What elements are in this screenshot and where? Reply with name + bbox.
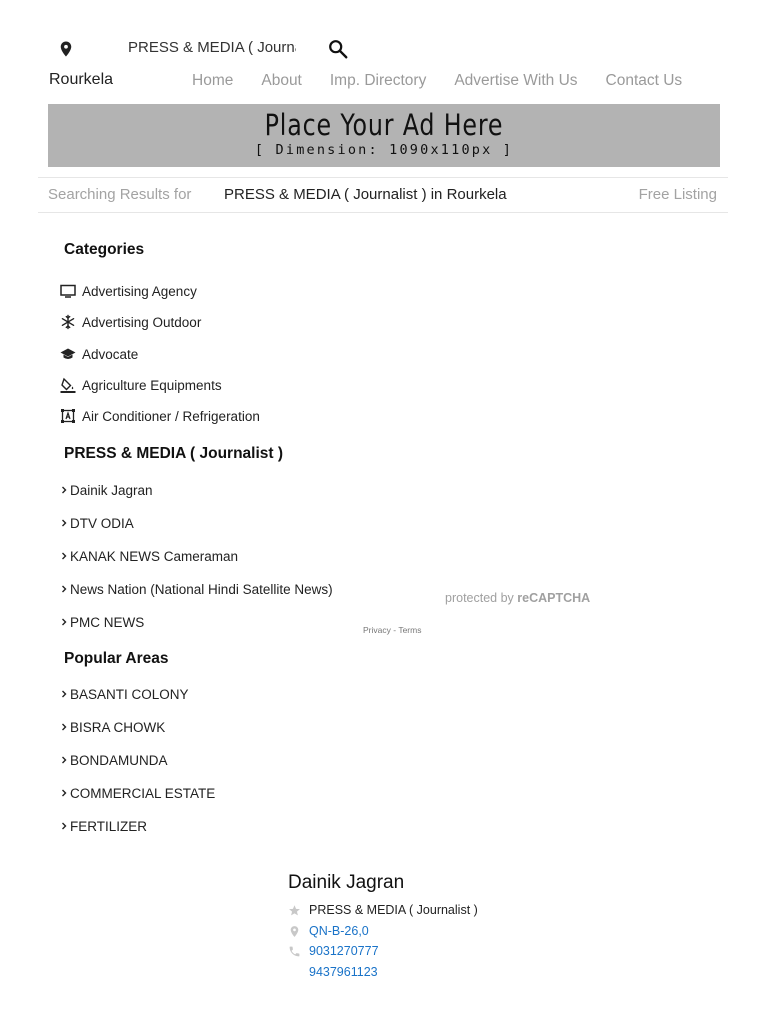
ac-unit-icon <box>60 408 76 424</box>
chevron-right-icon <box>60 551 69 561</box>
listing-phone-row <box>288 943 379 959</box>
category-label: Agriculture Equipments <box>82 377 222 393</box>
search-input[interactable] <box>128 36 296 58</box>
listing-category-row <box>288 902 478 918</box>
press-item-kanak-news[interactable] <box>60 546 238 566</box>
paint-bucket-icon <box>60 377 76 393</box>
search-icon[interactable] <box>327 38 349 60</box>
recaptcha-separator: - <box>393 625 397 635</box>
banner-dimension: [ Dimension: 1090x110px ] <box>254 142 514 158</box>
recaptcha-terms-link[interactable]: Terms <box>398 625 422 635</box>
chevron-right-icon <box>60 821 69 831</box>
graduation-cap-icon <box>60 346 76 362</box>
ad-banner[interactable] <box>48 104 720 167</box>
area-item-basanti-colony[interactable] <box>60 684 189 704</box>
category-label: Advertising Outdoor <box>82 314 202 330</box>
chevron-right-icon <box>60 617 69 627</box>
chevron-right-icon <box>60 485 69 495</box>
tv-icon <box>60 283 76 299</box>
chevron-right-icon <box>60 788 69 798</box>
results-query: PRESS & MEDIA ( Journalist ) in Rourkela <box>224 186 507 203</box>
map-marker-icon <box>288 925 301 938</box>
spacer <box>288 966 301 979</box>
listing-address-link[interactable]: QN-B-26,0 <box>309 924 369 938</box>
recaptcha-prefix: protected by <box>445 591 514 605</box>
area-item-commercial-estate[interactable] <box>60 783 215 803</box>
main-nav <box>178 72 696 94</box>
listing-phone2-row <box>288 964 378 980</box>
search-results-bar <box>38 177 728 213</box>
categories-title: Categories <box>64 241 145 258</box>
nav-contact-us[interactable]: Contact Us <box>605 72 683 89</box>
press-item-dainik-jagran[interactable] <box>60 480 153 500</box>
chevron-right-icon <box>60 755 69 765</box>
nav-home[interactable]: Home <box>192 72 234 89</box>
nav-about[interactable]: About <box>261 72 302 89</box>
listing-address-row <box>288 923 369 939</box>
press-item-pmc-news[interactable] <box>60 612 144 632</box>
recaptcha-notice <box>445 591 590 605</box>
listing-phone-2[interactable]: 9437961123 <box>309 965 378 979</box>
category-label: Advocate <box>82 346 139 362</box>
category-air-conditioner[interactable] <box>60 406 260 426</box>
area-item-label: BASANTI COLONY <box>70 686 189 702</box>
results-label: Searching Results for <box>48 186 192 203</box>
nav-advertise-with-us[interactable]: Advertise With Us <box>454 72 578 89</box>
listing-title[interactable]: Dainik Jagran <box>288 872 405 893</box>
press-item-label: PMC NEWS <box>70 614 145 630</box>
popular-areas-title: Popular Areas <box>64 650 169 667</box>
category-advocate[interactable] <box>60 344 138 364</box>
category-advertising-agency[interactable] <box>60 281 197 301</box>
area-item-label: BISRA CHOWK <box>70 719 166 735</box>
area-item-label: BONDAMUNDA <box>70 752 168 768</box>
category-advertising-outdoor[interactable] <box>60 312 201 332</box>
city-name[interactable]: Rourkela <box>49 71 114 88</box>
press-media-title: PRESS & MEDIA ( Journalist ) <box>64 445 284 462</box>
recaptcha-brand: reCAPTCHA <box>517 591 591 605</box>
phone-icon <box>288 945 301 958</box>
area-item-fertilizer[interactable] <box>60 816 147 836</box>
chevron-right-icon <box>60 722 69 732</box>
snowflake-icon <box>60 314 76 330</box>
press-item-label: DTV ODIA <box>70 515 134 531</box>
chevron-right-icon <box>60 584 69 594</box>
free-listing-link[interactable]: Free Listing <box>638 186 717 203</box>
press-item-dtv-odia[interactable] <box>60 513 134 533</box>
press-item-label: KANAK NEWS Cameraman <box>70 548 239 564</box>
category-agriculture-equipments[interactable] <box>60 375 222 395</box>
listing-phone-1[interactable]: 9031270777 <box>309 944 379 958</box>
star-icon <box>288 904 301 917</box>
area-item-label: FERTILIZER <box>70 818 148 834</box>
chevron-right-icon <box>60 689 69 699</box>
recaptcha-privacy-link[interactable]: Privacy <box>363 625 391 635</box>
chevron-right-icon <box>60 518 69 528</box>
category-label: Advertising Agency <box>82 283 197 299</box>
area-item-bisra-chowk[interactable] <box>60 717 165 737</box>
location-pin-icon <box>57 38 75 60</box>
banner-title: Place Your Ad Here <box>264 108 504 142</box>
area-item-bondamunda[interactable] <box>60 750 168 770</box>
recaptcha-links <box>363 625 421 635</box>
press-item-label: Dainik Jagran <box>70 482 153 498</box>
press-item-label: News Nation (National Hindi Satellite News) <box>70 581 333 597</box>
press-item-news-nation[interactable] <box>60 579 333 599</box>
category-label: Air Conditioner / Refrigeration <box>82 408 260 424</box>
nav-imp-directory[interactable]: Imp. Directory <box>329 72 427 89</box>
listing-category: PRESS & MEDIA ( Journalist ) <box>309 903 478 917</box>
area-item-label: COMMERCIAL ESTATE <box>70 785 216 801</box>
